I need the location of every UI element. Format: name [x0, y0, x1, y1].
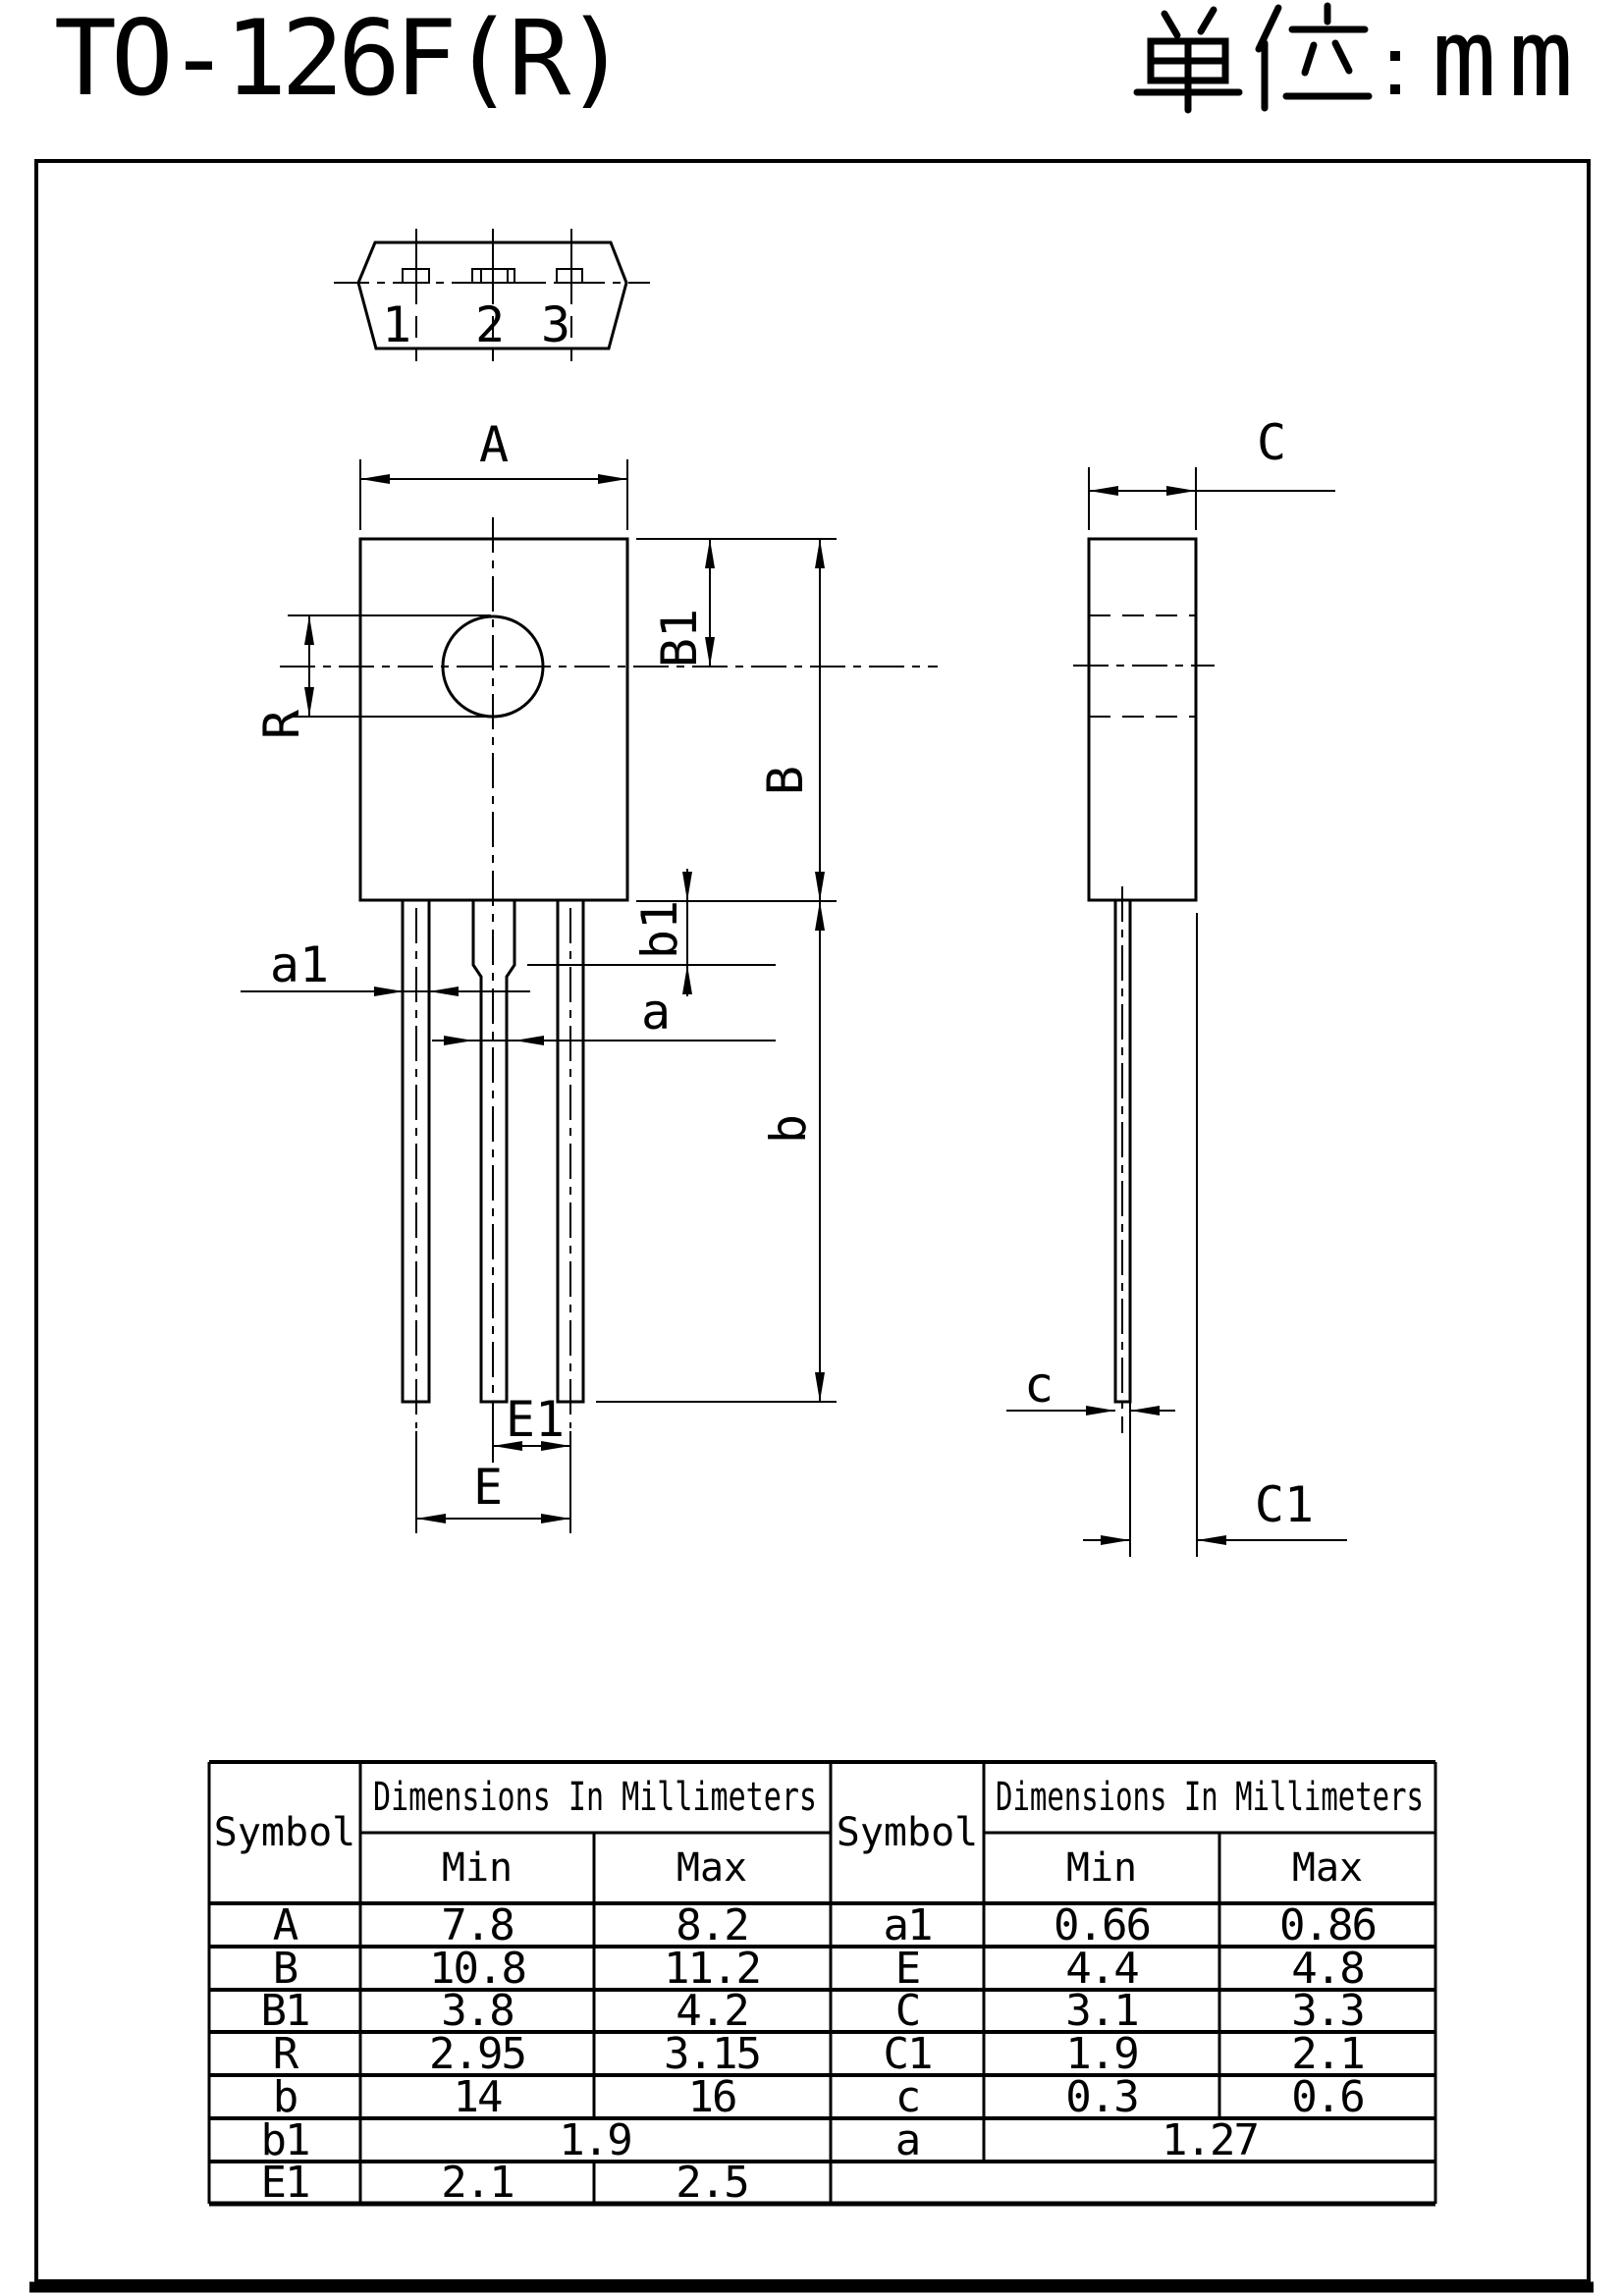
dim-label-C: C — [1256, 414, 1287, 471]
table-cell-max: 3.15 — [664, 2029, 760, 2079]
table-cell-symbol: E — [894, 1944, 920, 1994]
pin3-section — [557, 269, 582, 283]
dimension-C — [1089, 414, 1335, 530]
table-cell-min: 2.95 — [429, 2029, 525, 2079]
dimension-table — [209, 1762, 1435, 2208]
pin-number-3: 3 — [540, 296, 571, 353]
dim-label-c: c — [1023, 1357, 1055, 1414]
side-body — [1089, 539, 1196, 900]
dimension-E1 — [493, 1391, 570, 1451]
dimension-c — [1006, 1357, 1175, 1415]
table-cell-symbol: a — [894, 2115, 920, 2165]
dim-label-b: b — [760, 1113, 817, 1145]
table-cell-max: 4.8 — [1291, 1944, 1364, 1994]
dim-label-a: a — [640, 984, 672, 1041]
table-cell-symbol: B1 — [260, 1986, 309, 2036]
table-cell-min: 10.8 — [429, 1944, 525, 1994]
table-cell-min: 2.1 — [441, 2158, 514, 2208]
unit-label — [1137, 0, 1585, 121]
table-header-dims-right: Dimensions In Millimeters — [996, 1775, 1424, 1820]
table-cell-min: 7.8 — [441, 1900, 514, 1950]
table-cell-max: 3.3 — [1291, 1986, 1364, 2036]
table-cell-symbol: b1 — [260, 2115, 309, 2165]
front-view — [280, 517, 938, 1533]
dimension-E — [416, 1459, 570, 1523]
table-cell-merged: 1.27 — [1162, 2115, 1258, 2165]
table-cell-min: 4.4 — [1065, 1944, 1138, 1994]
table-cell-min: 3.8 — [441, 1986, 514, 2036]
table-cell-min: 14 — [453, 2072, 502, 2122]
table-header-max-left: Max — [676, 1845, 748, 1891]
table-header-min-left: Min — [441, 1845, 514, 1891]
dim-label-R: R — [253, 709, 310, 740]
table-header-max-right: Max — [1291, 1845, 1364, 1891]
table-cell-symbol: c — [894, 2072, 920, 2122]
dim-label-C1: C1 — [1254, 1476, 1315, 1533]
dimension-a — [432, 984, 776, 1045]
table-header-symbol-right: Symbol — [836, 1810, 979, 1855]
table-header-min-right: Min — [1065, 1845, 1138, 1891]
top-view — [334, 229, 650, 361]
dimension-A — [360, 416, 627, 530]
table-cell-merged: 1.9 — [559, 2115, 631, 2165]
table-row-E1 — [261, 2158, 748, 2208]
table-cell-min: 3.1 — [1065, 1986, 1138, 2036]
pin-number-2: 2 — [474, 296, 506, 353]
table-cell-max: 16 — [687, 2072, 736, 2122]
dimension-b1 — [527, 869, 776, 996]
dim-label-B1: B1 — [651, 608, 708, 668]
unit-value: mm — [1432, 0, 1586, 121]
table-cell-max: 0.6 — [1291, 2072, 1364, 2122]
dimension-B1 — [636, 539, 837, 667]
cjk-char-wei — [1259, 6, 1369, 108]
pin-number-1: 1 — [381, 296, 412, 353]
dim-label-a1: a1 — [269, 936, 330, 993]
dimension-a1 — [241, 936, 530, 996]
dimension-B — [636, 539, 837, 901]
table-cell-min: 0.3 — [1065, 2072, 1138, 2122]
table-cell-symbol: C — [894, 1986, 920, 2036]
table-cell-max: 2.5 — [676, 2158, 748, 2208]
dim-label-B: B — [757, 765, 814, 796]
package-title: TO-126F(R) — [54, 0, 622, 119]
colon-icon — [1390, 51, 1400, 94]
table-cell-symbol: R — [272, 2029, 298, 2079]
table-cell-symbol: A — [272, 1900, 298, 1950]
table-cell-symbol: a1 — [883, 1900, 932, 1950]
table-cell-symbol: C1 — [883, 2029, 932, 2079]
cjk-char-dan — [1137, 10, 1239, 110]
dim-label-E1: E1 — [505, 1391, 566, 1448]
dim-label-b1: b1 — [631, 899, 688, 960]
table-cell-symbol: B — [272, 1944, 298, 1994]
table-cell-max: 8.2 — [676, 1900, 748, 1950]
table-cell-symbol: E1 — [260, 2158, 309, 2208]
dim-label-A: A — [478, 416, 510, 473]
dim-label-E: E — [472, 1459, 504, 1516]
table-row-b — [273, 2072, 736, 2122]
table-row-a — [895, 2115, 1258, 2165]
table-cell-max: 11.2 — [664, 1944, 760, 1994]
table-cell-max: 0.86 — [1279, 1900, 1376, 1950]
side-view — [1073, 539, 1215, 1433]
table-cell-max: 4.2 — [676, 1986, 748, 2036]
table-header-symbol-left: Symbol — [213, 1810, 356, 1855]
table-cell-min: 0.66 — [1054, 1900, 1150, 1950]
table-cell-min: 1.9 — [1065, 2029, 1138, 2079]
table-row-c — [895, 2072, 1364, 2122]
table-header-dims-left: Dimensions In Millimeters — [373, 1775, 817, 1820]
table-cell-max: 2.1 — [1291, 2029, 1364, 2079]
table-cell-symbol: b — [272, 2072, 298, 2122]
title-block — [54, 0, 1585, 121]
dimension-b — [596, 901, 837, 1402]
